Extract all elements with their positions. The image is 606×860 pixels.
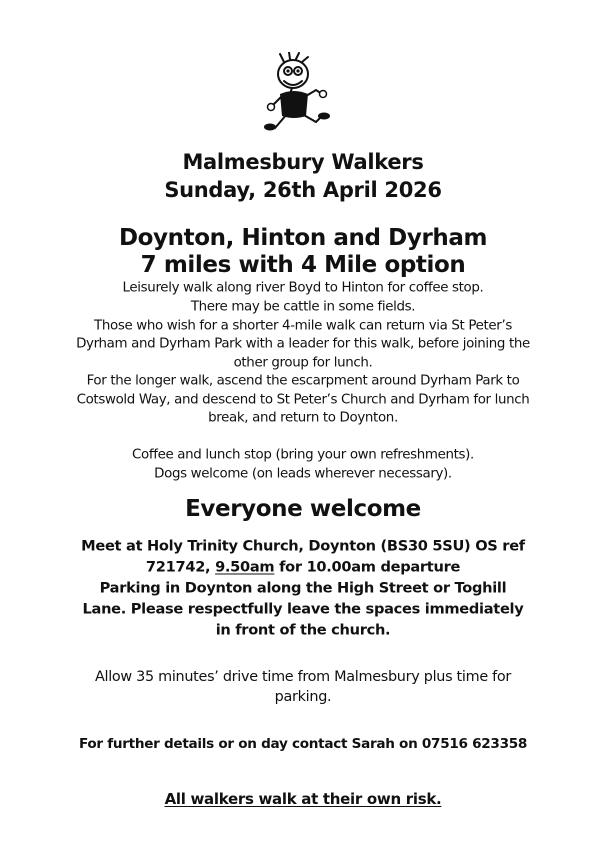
parking-line: in front of the church. — [215, 621, 391, 639]
parking-line: Lane. Please respectfully leave the spaces immediately — [82, 600, 524, 618]
club-name: Malmesbury Walkers — [182, 150, 424, 174]
walk-distance: 7 miles with 4 Mile option — [140, 252, 466, 278]
meeting-time-line — [0, 559, 606, 576]
walker-mascot-icon — [262, 52, 340, 138]
meet-time: 9.50am — [215, 558, 275, 576]
description-line: Those who wish for a shorter 4-mile walk can return via St Peter’s — [94, 318, 512, 334]
description-line: Leisurely walk along river Boyd to Hinton for coffee stop. — [122, 280, 484, 296]
description-line: Cotswold Way, and descend to St Peter’s Church and Dyrham for lunch — [76, 392, 530, 408]
meeting-ref: 721742, — [145, 558, 216, 576]
risk-disclaimer — [0, 790, 606, 808]
description-line: Dyrham and Dyrham Park with a leader for this walk, before joining the — [76, 336, 530, 352]
description-line: There may be cattle in some fields. — [190, 299, 416, 315]
description-line: break, and return to Doynton. — [208, 410, 398, 426]
departure-time: for 10.00am departure — [274, 558, 461, 576]
risk-disclaimer-text: All walkers walk at their own risk. — [164, 790, 442, 808]
note-line: Coffee and lunch stop (bring your own refreshments). — [132, 447, 474, 463]
meeting-line: Meet at Holy Trinity Church, Doynton (BS30 5SU) OS ref — [81, 537, 525, 555]
description-line: other group for lunch. — [233, 355, 373, 371]
parking-line: Parking in Doynton along the High Street or Toghill — [99, 579, 507, 597]
welcome-heading: Everyone welcome — [185, 496, 421, 522]
contact-info: For further details or on day contact Sarah on 07516 623358 — [78, 736, 528, 752]
walk-title: Doynton, Hinton and Dyrham — [118, 225, 488, 251]
description-line: For the longer walk, ascend the escarpment around Dyrham Park to — [86, 373, 520, 389]
note-line: Dogs welcome (on leads wherever necessary). — [154, 466, 452, 482]
drive-line: parking. — [274, 689, 332, 705]
drive-line: Allow 35 minutes’ drive time from Malmesbury plus time for — [94, 669, 512, 685]
walk-date: Sunday, 26th April 2026 — [164, 178, 442, 202]
